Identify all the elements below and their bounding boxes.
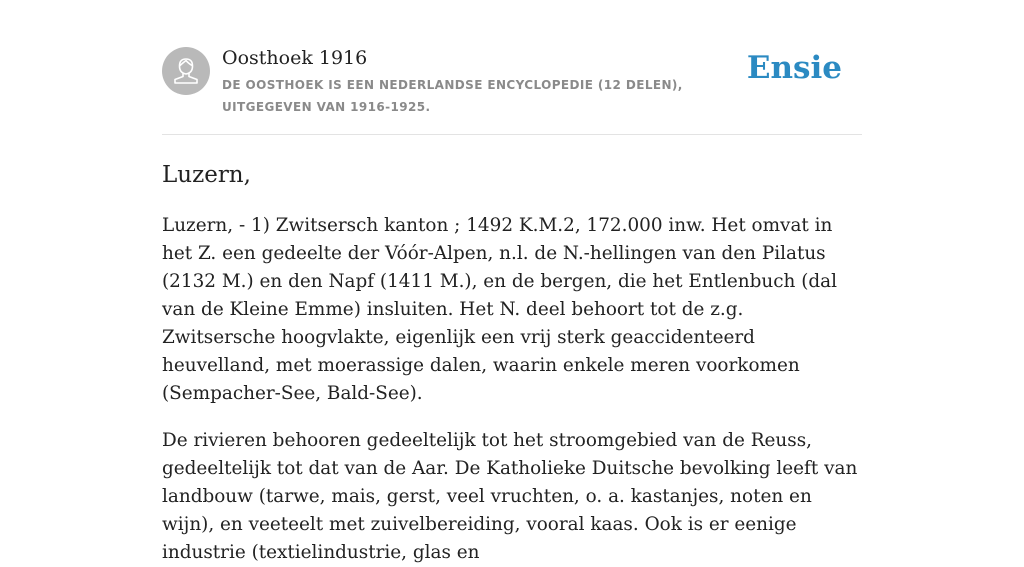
source-title[interactable]: Oosthoek 1916	[222, 47, 368, 69]
entry-title: Luzern,	[162, 162, 251, 188]
user-icon	[162, 47, 210, 95]
ensie-logo-link[interactable]: Ensie	[746, 50, 842, 86]
entry-paragraph-1: Luzern, - 1) Zwitsersch kanton ; 1492 K.M.2, 172.000 inw. Het omvat in het Z. een gedeelte der Vóór-Alpen, n.l. de N.-hellingen van den Pilatus (2132 M.) en den Napf (1411 M.), en de bergen, die het Entlenbuch (dal van de Kleine Emme) insluiten. Het N. deel behoort tot de z.g. Zwitsersche hoogvlakte, eigenlijk een vrij sterk geaccidenteerd heuvelland, met moerassige dalen, waarin enkele meren voorkomen (Sempacher-See, Bald-See).	[162, 215, 838, 404]
source-description: DE OOSTHOEK IS EEN NEDERLANDSE ENCYCLOPEDIE (12 DELEN), UITGEGEVEN VAN 1916-1925.	[222, 78, 683, 114]
source-header	[162, 0, 862, 135]
page-container	[162, 0, 862, 567]
source-avatar[interactable]	[162, 47, 210, 95]
entry-content	[162, 159, 862, 567]
entry-body	[162, 212, 862, 567]
source-info	[222, 46, 762, 118]
entry-paragraph-2: De rivieren behooren gedeeltelijk tot het stroomgebied van de Reuss, gedeeltelijk tot dat van de Aar. De Katholieke Duitsche bevolking leeft van landbouw (tarwe, mais, gerst, veel vruchten, o. a. kastanjes, noten en wijn), en veeteelt met zuivelbereiding, vooral kaas. Ook is er eenige industrie (textielindustrie, glas en	[162, 430, 858, 563]
